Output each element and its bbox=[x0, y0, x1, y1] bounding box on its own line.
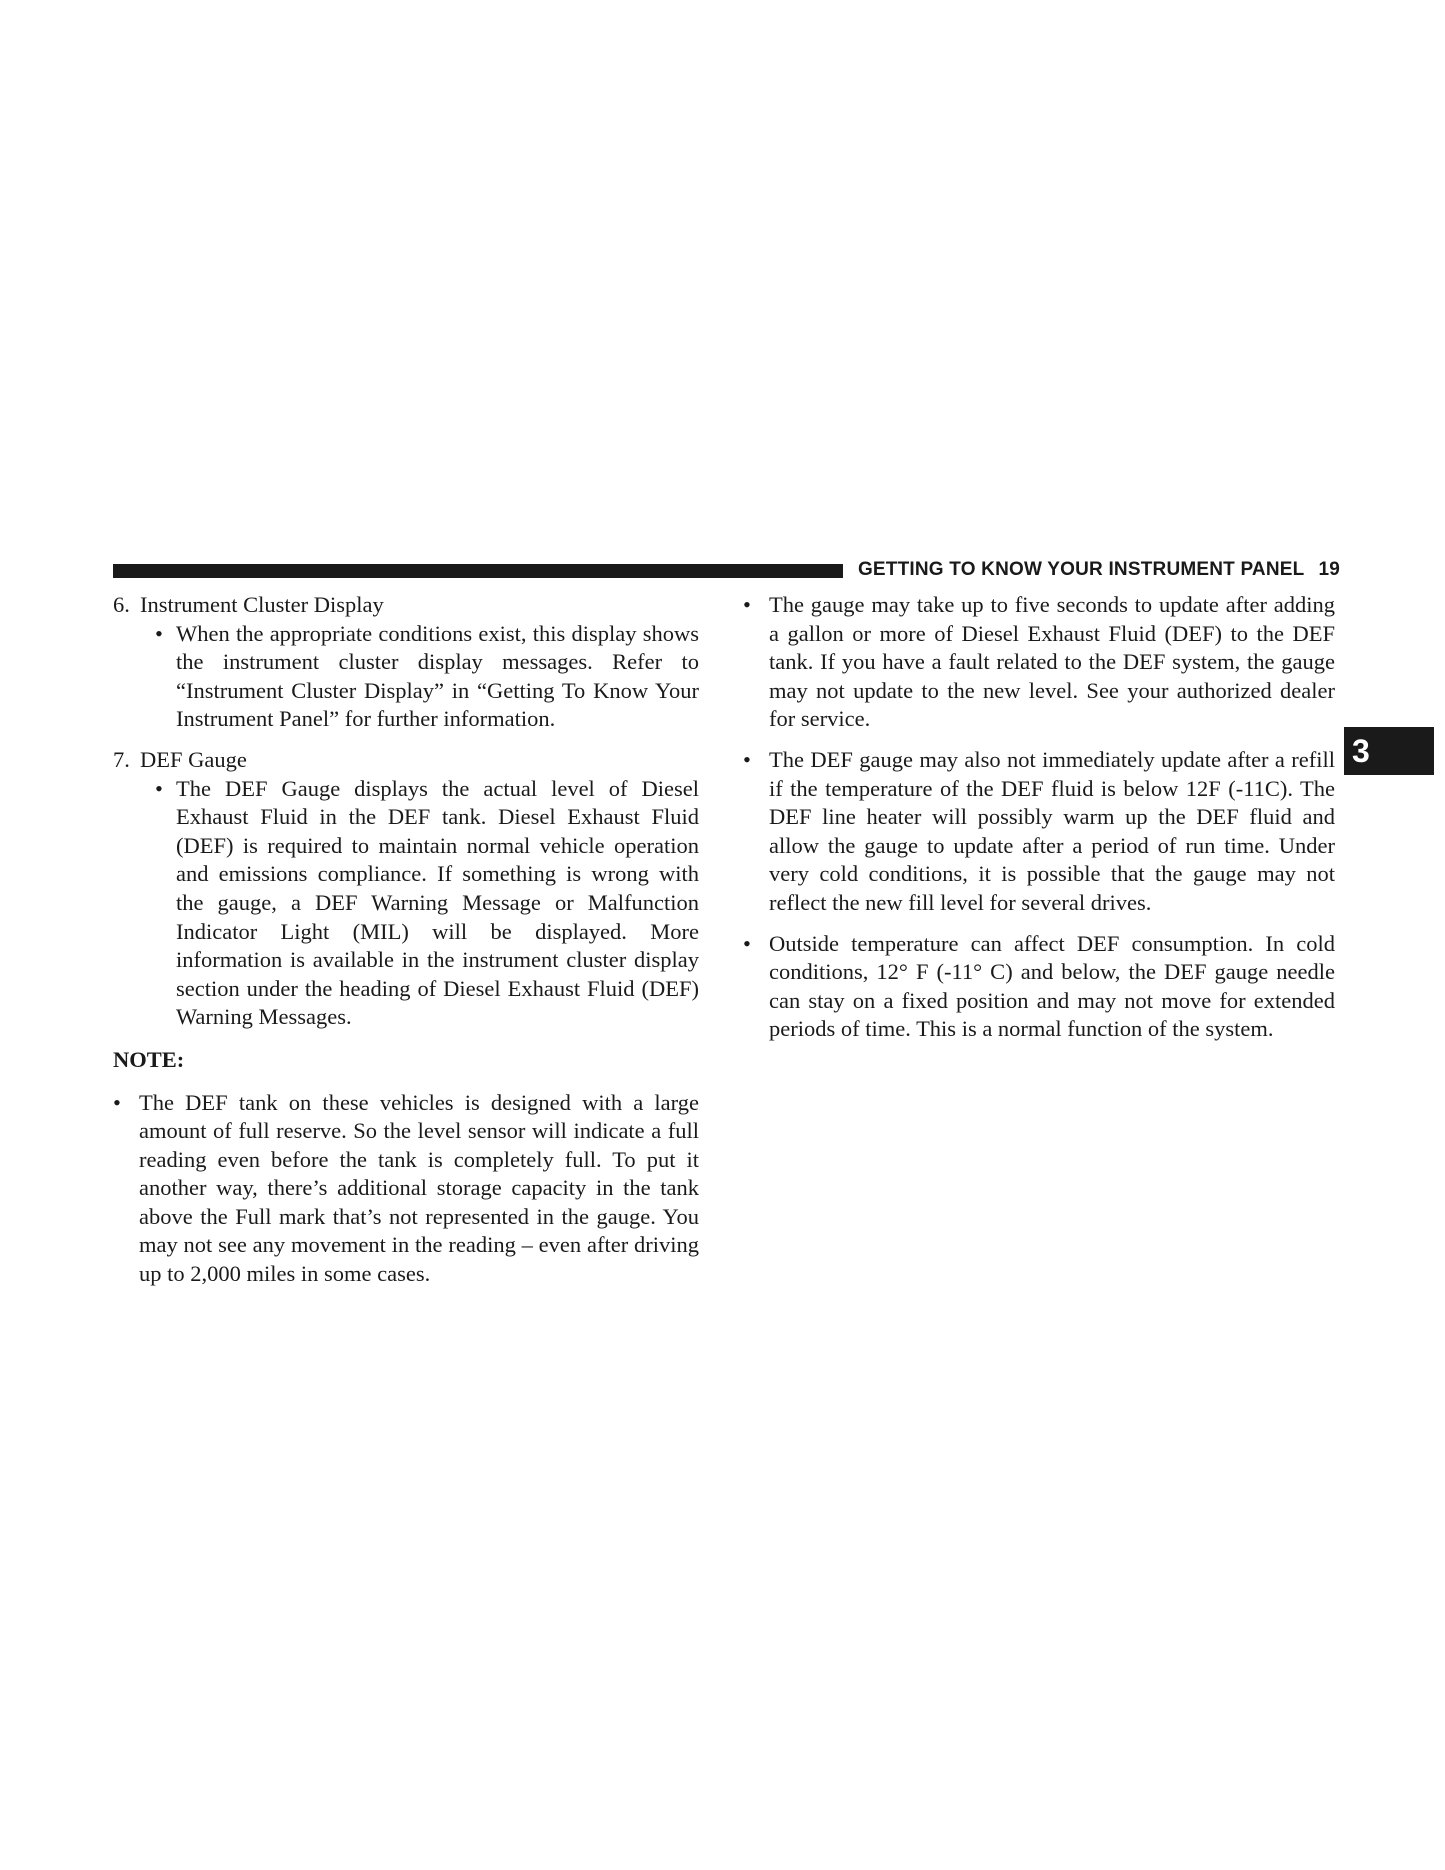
bullet-icon: • bbox=[155, 775, 163, 801]
section-title: GETTING TO KNOW YOUR INSTRUMENT PANEL bbox=[857, 559, 1305, 580]
page-number: 19 bbox=[1318, 559, 1340, 580]
bullet-icon: • bbox=[743, 930, 751, 956]
note-heading: NOTE: bbox=[113, 1046, 185, 1072]
bullet-text: The DEF gauge may also not immediately update after a refill if the temperature of the DEF fluid is below 12F (-11C). The DEF line heater will possibly warm up the DEF fluid and allow the gauge to update after a period of run time. Under very cold conditions, it is possible that the gauge may not reflect the new fill level for several drives. bbox=[769, 746, 1335, 915]
bullet-update-delay bbox=[743, 591, 1335, 734]
bullet-text: Outside temperature can affect DEF consumption. In cold conditions, 12° F (-11° C) and below, the DEF gauge needle can stay on a fixed position and may not move for extended periods of time. This is a normal function of the system. bbox=[769, 930, 1335, 1042]
bullet-icon: • bbox=[743, 746, 751, 772]
running-header bbox=[850, 559, 1340, 581]
sub-bullet-cluster-display bbox=[155, 620, 699, 734]
list-item-7 bbox=[113, 746, 699, 775]
bullet-text: When the appropriate conditions exist, this display shows the instrument cluster display messages. Refer to “Instrument Cluster Display” in “Getting To Know Your Instrument Panel” for further information. bbox=[176, 620, 699, 732]
bullet-text: The DEF Gauge displays the actual level of Diesel Exhaust Fluid in the DEF tank. Diesel Exhaust Fluid (DEF) is required to maintain normal vehicle operation and emissions compliance. If something is wrong with the gauge, a DEF Warning Message or Malfunction Indicator Light (MIL) will be displayed. More information is available in the instrument cluster display section under the heading of Diesel Exhaust Fluid (DEF) Warning Messages. bbox=[176, 775, 699, 1030]
list-item-6 bbox=[113, 591, 699, 620]
item-number: 6. bbox=[113, 592, 130, 617]
sub-bullet-def-gauge bbox=[155, 775, 699, 1032]
bullet-icon: • bbox=[113, 1089, 121, 1115]
chapter-tab: 3 bbox=[1344, 727, 1434, 775]
left-column bbox=[113, 591, 699, 1289]
item-title: DEF Gauge bbox=[140, 746, 247, 772]
header-rule bbox=[113, 564, 843, 578]
note-bullet bbox=[113, 1089, 699, 1289]
item-title: Instrument Cluster Display bbox=[140, 592, 384, 617]
right-column bbox=[743, 591, 1335, 1044]
bullet-text: The DEF tank on these vehicles is designed with a large amount of full reserve. So the level sensor will indicate a full reading even before the tank is completely full. To put it another way, there’s additional storage capacity in the tank above the Full mark that’s not represented in the gauge. You may not see any movement in the reading – even after driving up to 2,000 miles in some cases. bbox=[139, 1089, 699, 1287]
bullet-refill-temperature bbox=[743, 746, 1335, 918]
bullet-text: The gauge may take up to five seconds to update after adding a gallon or more of Diesel Exhaust Fluid (DEF) to the DEF tank. If you have a fault related to the DEF system, the gauge may not update to the new level. See your authorized dealer for service. bbox=[769, 592, 1335, 732]
item-number: 7. bbox=[113, 746, 130, 772]
bullet-icon: • bbox=[743, 592, 751, 617]
bullet-icon: • bbox=[155, 620, 163, 646]
bullet-outside-temperature bbox=[743, 930, 1335, 1044]
